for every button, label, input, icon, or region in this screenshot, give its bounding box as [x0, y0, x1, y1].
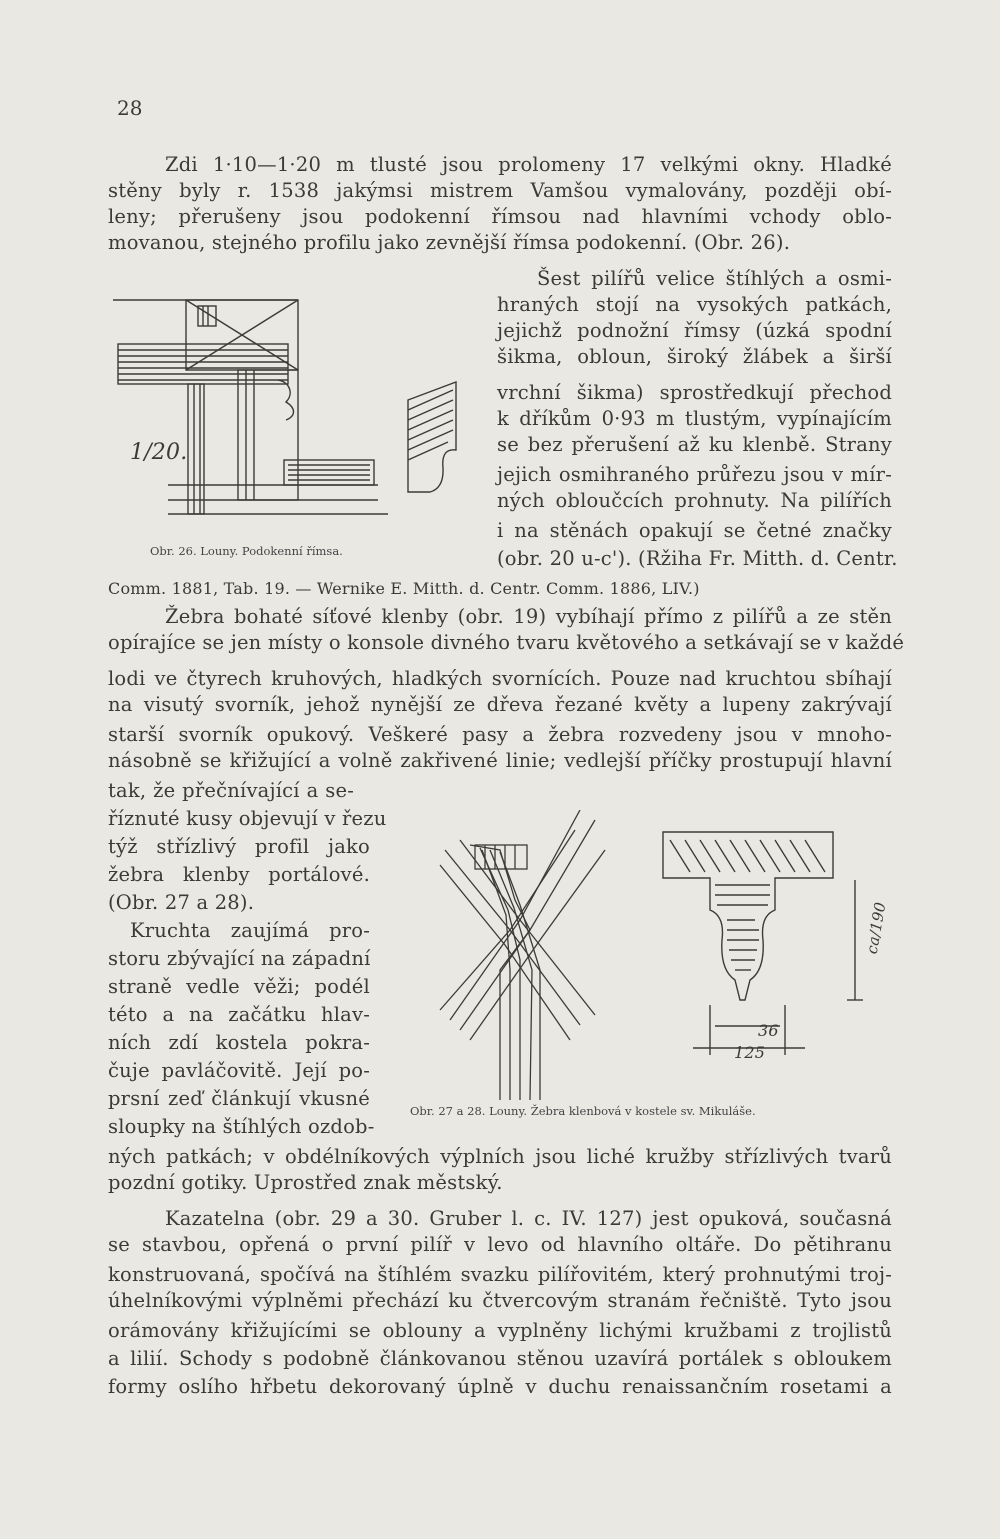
- text-line: straně vedle věži; podél: [108, 975, 370, 998]
- text-line: Šest pilířů velice štíhlých a osmi-: [537, 267, 892, 290]
- text-line: Kazatelna (obr. 29 a 30. Gruber l. c. IV. 127) jest opuková, současná: [165, 1207, 892, 1230]
- text-line: k dříkům 0·93 m tlustým, vypínajícím: [497, 407, 892, 430]
- text-line: jejich osmihraného průřezu jsou v mír-: [497, 463, 892, 486]
- text-line: movanou, stejného profilu jako zevnější římsa podokenní. (Obr. 26).: [108, 231, 791, 254]
- text-line: žebra klenby portálové.: [108, 863, 370, 886]
- text-line: ných obloučcích prohnuty. Na pilířích: [497, 489, 892, 512]
- text-line: na visutý svorník, jehož nynější ze dřeva řezané květy a lupeny zakrývají: [108, 693, 892, 716]
- text-line: stěny byly r. 1538 jakýmsi mistrem Vamšou vymalovány, později obí-: [108, 179, 892, 202]
- text-line: úhelníkovými výplněmi přechází ku čtvercovým stranám řečniště. Tyto jsou: [108, 1289, 892, 1312]
- text-line: (obr. 20 u-c'). (Ržiha Fr. Mitth. d. Centr.: [497, 547, 898, 570]
- text-line: čuje pavláčovitě. Její po-: [108, 1059, 370, 1082]
- dimension-outer-label: 125: [734, 1043, 766, 1062]
- text-line: Kruchta zaujímá pro-: [130, 919, 370, 942]
- text-line: vrchní šikma) sprostředkují přechod: [497, 381, 892, 404]
- text-line: šikma, obloun, široký žlábek a širší: [497, 345, 892, 368]
- figure-26-caption: Obr. 26. Louny. Podokenní římsa.: [150, 544, 343, 558]
- text-line: se bez přerušení až ku klenbě. Strany: [497, 433, 892, 456]
- text-line: konstruovaná, spočívá na štíhlém svazku pilířovitém, který prohnutými troj-: [108, 1263, 892, 1286]
- text-line: týž střízlivý profil jako: [108, 835, 370, 858]
- dimension-height-label: ca/190: [862, 900, 890, 956]
- text-line: pozdní gotiky. Uprostřed znak městský.: [108, 1171, 503, 1194]
- text-line: storu zbývající na západní: [108, 947, 371, 970]
- text-line: a lilií. Schody s podobně článkovanou stěnou uzavírá portálek s obloukem: [108, 1347, 892, 1370]
- text-line: hraných stojí na vysokých patkách,: [497, 293, 892, 316]
- text-line: Zdi 1·10—1·20 m tlusté jsou prolomeny 17 velkými okny. Hladké: [165, 153, 892, 176]
- text-line: Žebra bohaté síťové klenby (obr. 19) vybíhají přímo z pilířů a ze stěn: [165, 605, 892, 628]
- text-line: ných patkách; v obdélníkových výplních jsou liché kružby střízlivých tvarů: [108, 1145, 892, 1168]
- text-line: leny; přerušeny jsou podokenní římsou nad hlavními vchody oblo-: [108, 205, 892, 228]
- text-line: sloupky na štíhlých ozdob-: [108, 1115, 375, 1138]
- text-line: tak, že přečnívající a se-: [108, 779, 354, 802]
- text-line: starší svorník opukový. Veškeré pasy a žebra rozvedeny jsou v mnoho-: [108, 723, 892, 746]
- figure-27-28-caption: Obr. 27 a 28. Louny. Žebra klenbová v kostele sv. Mikuláše.: [410, 1104, 756, 1118]
- text-line: prsní zeď článkují vkusné: [108, 1087, 370, 1110]
- text-line: (Obr. 27 a 28).: [108, 891, 255, 914]
- figure-26-scale: 1/20.: [130, 440, 188, 465]
- text-line: Comm. 1881, Tab. 19. — Wernike E. Mitth. d. Centr. Comm. 1886, LIV.): [108, 579, 700, 598]
- text-line: jejichž podnožní římsy (úzká spodní: [497, 319, 892, 342]
- text-line: opírajíce se jen místy o konsole divného tvaru květového a setkávají se v každé: [108, 631, 905, 654]
- text-line: orámovány křižujícími se oblouny a vyplněny lichými kružbami z trojlistů: [108, 1319, 892, 1342]
- text-line: násobně se křižující a volně zakřivené linie; vedlejší příčky prostupují hlavní: [108, 749, 892, 772]
- text-line: ních zdí kostela pokra-: [108, 1031, 370, 1054]
- figure-26-drawing: [108, 290, 498, 540]
- dimension-inner-label: 36: [758, 1021, 779, 1040]
- text-line: této a na začátku hlav-: [108, 1003, 370, 1026]
- text-line: lodi ve čtyrech kruhových, hladkých svornících. Pouze nad kruchtou sbíhají: [108, 667, 892, 690]
- page-number: 28: [117, 96, 143, 120]
- text-line: i na stěnách opakují se četné značky: [497, 519, 892, 542]
- text-line: formy oslího hřbetu dekorovaný úplně v duchu renaissančním rosetami a: [108, 1375, 892, 1398]
- figure-27-drawing: [410, 810, 610, 1100]
- text-line: říznuté kusy objevují v řezu: [108, 807, 387, 830]
- text-line: se stavbou, opřená o první pilíř v levo od hlavního oltáře. Do pětihranu: [108, 1233, 892, 1256]
